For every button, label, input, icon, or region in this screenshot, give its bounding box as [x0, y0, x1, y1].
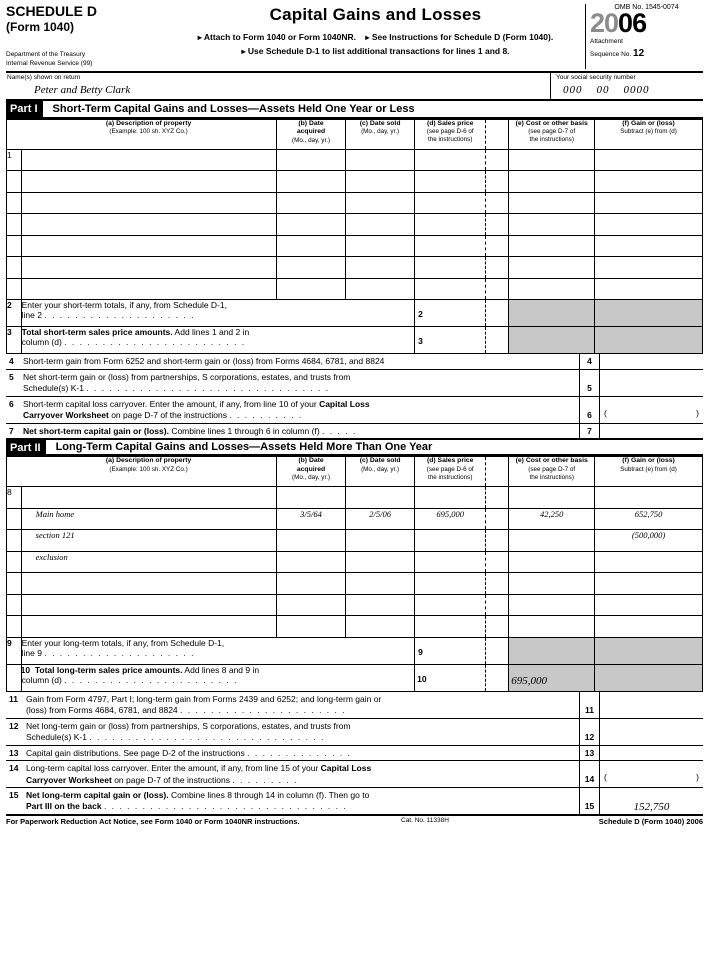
cell-gain[interactable]: (500,000) — [595, 530, 703, 552]
cell-gain[interactable] — [595, 214, 703, 236]
col-e-header: (e) Cost or other basis (see page D-7 of the instructions) — [509, 119, 595, 149]
cell-sold[interactable] — [346, 214, 415, 236]
cell-acquired[interactable]: 3/5/64 — [277, 508, 346, 530]
line-9-box-label-wrap: 9 — [415, 637, 486, 664]
cell-sales-cents[interactable] — [486, 573, 509, 595]
long-term-lines-11-15 — [6, 692, 703, 814]
header-left — [6, 4, 166, 69]
cell-rownum — [7, 594, 22, 616]
cell-cost[interactable] — [509, 257, 595, 279]
line-13-text: Capital gain distributions. See page D-2 of the instructions . . . . . . . . . . . . . . — [26, 747, 352, 758]
line-5-number: 5 — [9, 371, 14, 382]
line-4-text: Short-term gain from Form 6252 and short-term gain or (loss) from Forms 4684, 6781, and 8824 — [23, 356, 385, 367]
line-11-row[interactable] — [6, 692, 703, 719]
line-14-row[interactable] — [6, 761, 703, 788]
part-2-title: Long-Term Capital Gains and Losses—Assets Held More Than One Year — [55, 441, 433, 454]
line-15-number: 15 — [9, 790, 19, 800]
schedule-d1-instruction-row — [166, 46, 585, 56]
line-7-box-label: 7 — [579, 424, 599, 438]
line-8-number: 8 — [7, 487, 22, 509]
cell-sales-cents[interactable] — [486, 530, 509, 552]
cell-rownum — [7, 192, 22, 214]
cell-sales-cents[interactable] — [486, 594, 509, 616]
line-11-number: 11 — [9, 693, 18, 704]
line-9-cents[interactable] — [486, 637, 509, 664]
cell-sales-price[interactable] — [415, 235, 486, 257]
cell-rownum — [7, 551, 22, 573]
cell-description[interactable] — [21, 616, 276, 638]
cell-description[interactable]: Main home — [21, 508, 276, 530]
cell-sold[interactable] — [346, 171, 415, 193]
part-1-title: Short-Term Capital Gains and Losses—Assets Held One Year or Less — [52, 102, 415, 115]
line-11-amount[interactable] — [599, 692, 703, 718]
cell-sales-cents[interactable] — [486, 171, 509, 193]
sequence-label: Sequence No. — [590, 50, 632, 58]
line-7-number: 7 — [9, 425, 14, 436]
cell-gain[interactable]: 652,750 — [595, 508, 703, 530]
cell-sales-price[interactable] — [415, 573, 486, 595]
page-title: Capital Gains and Losses — [269, 5, 482, 24]
line-3-box-label-wrap: 3 — [415, 327, 486, 354]
attach-text-1: Attach to Form 1040 or Form 1040NR. — [203, 32, 356, 42]
short-term-lines-4-7 — [6, 354, 703, 438]
cell-description[interactable] — [21, 235, 276, 257]
long-term-table — [6, 456, 703, 692]
table-row[interactable] — [7, 171, 703, 193]
cell-gain[interactable] — [595, 149, 703, 171]
ssn-separator-1 — [583, 84, 597, 96]
cell-sold[interactable] — [346, 278, 415, 300]
cell-acquired[interactable] — [277, 192, 346, 214]
sequence-number: 12 — [633, 47, 645, 59]
col-f-header: (f) Gain or (loss) Subtract (e) from (d) — [595, 119, 703, 149]
cell-sales-cents[interactable] — [486, 508, 509, 530]
cell-acquired[interactable] — [277, 616, 346, 638]
line-2-text: Enter your short-term totals, if any, from Schedule D-1, line 2 . . . . . . . . . . . . . . . . . . . . — [21, 300, 414, 327]
line-4-row[interactable] — [6, 354, 703, 369]
name-ssn-row — [6, 73, 703, 101]
arrow-icon-2: ▸ — [365, 33, 370, 42]
col-c-header-lt: (c) Date sold (Mo., day, yr.) — [346, 457, 415, 487]
line-11-text: Gain from Form 4797, Part I; long-term gain from Forms 2439 and 6252; and long-term gain or (loss) from Forms 4684, 6781, and 8824 . . . . . . . . . . . . . . . . . . . . . . — [26, 693, 382, 716]
cell-sales-price[interactable] — [415, 214, 486, 236]
cell-sales-cents[interactable] — [486, 214, 509, 236]
col-d-header-lt: (d) Sales price (see page D-6 of the instructions) — [415, 457, 486, 487]
line-5-row[interactable] — [6, 370, 703, 397]
cell-sales-cents[interactable] — [486, 278, 509, 300]
dept-line-1: Department of the Treasury — [6, 51, 86, 59]
cell-sales-price[interactable] — [415, 487, 486, 509]
cell-acquired[interactable] — [277, 257, 346, 279]
line-14-number: 14 — [9, 763, 19, 774]
part-2-bar — [6, 438, 703, 456]
arrow-icon: ▸ — [197, 33, 202, 42]
table-row[interactable] — [7, 594, 703, 616]
cell-acquired[interactable] — [277, 551, 346, 573]
cell-acquired[interactable] — [277, 149, 346, 171]
attach-text-3: Use Schedule D-1 to list additional transactions for lines 1 and 8. — [247, 46, 510, 56]
col-a-header-lt: (a) Description of property (Example: 100 sh. XYZ Co.) — [21, 457, 276, 487]
cell-description[interactable] — [21, 487, 276, 509]
cell-sold[interactable] — [346, 149, 415, 171]
line-10-box-label-wrap: 10 — [415, 664, 486, 691]
line-15-text: Net long-term capital gain or (loss). Combine lines 8 through 14 in column (f). Then go to Part III on the back . . . . . . . . . . . . . . . . . . . . . . . . . . . . . . . . — [26, 790, 370, 812]
cell-sold[interactable] — [346, 551, 415, 573]
cell-cost[interactable] — [509, 278, 595, 300]
cell-description[interactable] — [21, 192, 276, 214]
cell-rownum — [7, 573, 22, 595]
cell-sold[interactable]: 2/5/06 — [346, 508, 415, 530]
cell-sales-cents[interactable] — [486, 551, 509, 573]
part-2-badge: Part II — [6, 440, 46, 454]
short-term-table — [6, 119, 703, 355]
cell-sales-cents[interactable] — [486, 192, 509, 214]
cell-sold[interactable] — [346, 594, 415, 616]
line-10-number — [7, 664, 22, 691]
line-12-box-label: 12 — [579, 719, 599, 745]
table-row[interactable] — [7, 149, 703, 171]
name-field-cell[interactable] — [6, 73, 551, 99]
cell-sales-cents[interactable] — [486, 487, 509, 509]
paren-open: ( — [604, 407, 607, 418]
cell-sales-price[interactable] — [415, 616, 486, 638]
cell-description[interactable] — [21, 149, 276, 171]
cell-cost[interactable] — [509, 192, 595, 214]
col-b-header: (b) Date acquired (Mo., day, yr.) — [277, 119, 346, 149]
line-7-row[interactable] — [6, 424, 703, 438]
dept-line-2: Internal Revenue Service (99) — [6, 60, 93, 68]
cell-description[interactable] — [21, 257, 276, 279]
cell-gain[interactable] — [595, 573, 703, 595]
line-5-text: Net short-term gain or (loss) from partnerships, S corporations, estates, and trusts from Schedule(s) K-1 . . . . . . . . . . . . . . . . . . . . . . . . . . . . . . . . — [23, 371, 351, 394]
line-13-row[interactable] — [6, 746, 703, 761]
line-2-number: 2 — [7, 300, 22, 327]
line-14-text: Long-term capital loss carryover. Enter the amount, if any, from line 15 of your Capital Loss Carryover Worksheet on page D-7 of the instructions . . . . . . . . . — [26, 763, 372, 785]
ssn-field-value — [563, 84, 650, 96]
ssn-part-2: 00 — [596, 83, 610, 96]
col-d-cents — [486, 119, 509, 149]
cell-acquired[interactable] — [277, 487, 346, 509]
line-12-amount[interactable] — [599, 719, 703, 745]
cell-description[interactable] — [21, 594, 276, 616]
tax-year-prefix: 20 — [590, 8, 619, 38]
cell-sold[interactable] — [346, 616, 415, 638]
line-15-row[interactable] — [6, 788, 703, 814]
cell-gain[interactable] — [595, 616, 703, 638]
short-term-column-headers — [7, 119, 703, 149]
table-row[interactable] — [7, 235, 703, 257]
table-row[interactable] — [7, 616, 703, 638]
cell-cost[interactable] — [509, 235, 595, 257]
line-3-number: 3 — [7, 327, 22, 354]
table-row[interactable] — [7, 257, 703, 279]
line-2-box-label-wrap: 2 — [415, 300, 486, 327]
table-row[interactable] — [7, 487, 703, 509]
cell-sold[interactable] — [346, 257, 415, 279]
omb-number: OMB No. 1545-0074 — [614, 4, 679, 11]
cell-gain[interactable] — [595, 257, 703, 279]
cell-rownum — [7, 235, 22, 257]
cell-sales-price[interactable] — [415, 171, 486, 193]
cell-description[interactable] — [21, 573, 276, 595]
arrow-icon-3: ▸ — [241, 47, 246, 56]
line-3-shaded-f — [595, 327, 703, 354]
table-row[interactable] — [7, 508, 703, 530]
line-4-number: 4 — [9, 356, 14, 367]
cell-description[interactable]: section 121 — [21, 530, 276, 552]
line-14-box-label: 14 — [579, 761, 599, 787]
table-row[interactable] — [7, 192, 703, 214]
line-10-cents[interactable] — [486, 664, 509, 691]
cell-cost[interactable] — [509, 214, 595, 236]
cell-sales-price[interactable] — [415, 530, 486, 552]
cell-cost[interactable] — [509, 487, 595, 509]
cell-rownum — [7, 171, 22, 193]
cell-cost[interactable] — [509, 573, 595, 595]
line-4-box-label: 4 — [579, 354, 599, 368]
cell-acquired[interactable] — [277, 278, 346, 300]
cell-sales-cents[interactable] — [486, 616, 509, 638]
line-3-row[interactable] — [7, 327, 703, 354]
line-9-shaded-f — [595, 637, 703, 664]
line-11-box-label: 11 — [579, 692, 599, 718]
cell-sales-cents[interactable] — [486, 149, 509, 171]
cell-cost[interactable] — [509, 171, 595, 193]
tax-year-suffix: 06 — [618, 8, 647, 38]
part-1-bar — [6, 101, 703, 119]
paren-open: ( — [604, 772, 607, 783]
cell-acquired[interactable] — [277, 573, 346, 595]
line-6-number: 6 — [9, 398, 14, 409]
form-header — [6, 4, 703, 73]
cell-gain[interactable] — [595, 551, 703, 573]
attach-instruction-row — [166, 32, 585, 42]
cell-rownum — [7, 214, 22, 236]
form-footer — [6, 814, 703, 826]
attachment-sequence — [590, 38, 703, 60]
cell-acquired[interactable] — [277, 214, 346, 236]
cell-gain[interactable] — [595, 487, 703, 509]
cell-description[interactable]: exclusion — [21, 551, 276, 573]
cell-sold[interactable] — [346, 235, 415, 257]
cell-description[interactable] — [21, 278, 276, 300]
cell-acquired[interactable] — [277, 235, 346, 257]
line-4-amount[interactable] — [599, 354, 703, 368]
cell-sales-price[interactable]: 695,000 — [415, 508, 486, 530]
line-9-shaded-e — [509, 637, 595, 664]
line-3-text: Total short-term sales price amounts. Add lines 1 and 2 in column (d) . . . . . . . . . . . . . . . . . . . . . . . . — [21, 327, 414, 354]
line-1-number: 1 — [7, 149, 22, 171]
attach-text-2: See Instructions for Schedule D (Form 1040). — [371, 32, 554, 42]
cell-sold[interactable] — [346, 530, 415, 552]
line-10-text: 10 Total long-term sales price amounts. Add lines 8 and 9 in column (d) . . . . . . . . . . . . . . . . . . . . . . . — [21, 664, 414, 691]
table-row[interactable] — [7, 573, 703, 595]
ssn-separator-2 — [610, 84, 624, 96]
cell-sales-price[interactable] — [415, 257, 486, 279]
cell-sold[interactable] — [346, 573, 415, 595]
form-footer-title: Schedule D (Form 1040) 2006 — [598, 816, 703, 826]
part-1-badge: Part I — [6, 101, 43, 117]
line-13-number: 13 — [9, 747, 19, 758]
ssn-part-1: 000 — [563, 83, 583, 96]
cell-gain[interactable] — [595, 171, 703, 193]
cell-gain[interactable] — [595, 235, 703, 257]
line-2-shaded-e — [509, 300, 595, 327]
cell-cost[interactable] — [509, 149, 595, 171]
line-13-box-label: 13 — [579, 746, 599, 760]
line-9-text: Enter your long-term totals, if any, from Schedule D-1, line 9 . . . . . . . . . . . . . . . . . . . . — [21, 637, 414, 664]
cell-cost[interactable] — [509, 530, 595, 552]
cell-description[interactable] — [21, 171, 276, 193]
schedule-label: SCHEDULE D — [6, 3, 98, 19]
header-center — [166, 4, 585, 69]
line-10-shaded-e: 695,000 — [509, 664, 595, 691]
cell-rownum — [7, 616, 22, 638]
paren-close: ) — [696, 772, 699, 783]
name-field-label: Name(s) shown on return — [7, 73, 81, 81]
line-6-amount[interactable] — [599, 397, 703, 423]
ssn-field-cell[interactable] — [551, 73, 703, 99]
line-2-shaded-f — [595, 300, 703, 327]
table-row[interactable] — [7, 551, 703, 573]
cell-sales-cents[interactable] — [486, 257, 509, 279]
cell-cost[interactable] — [509, 616, 595, 638]
cell-gain[interactable] — [595, 594, 703, 616]
line-10-row[interactable] — [7, 664, 703, 691]
line-12-text: Net long-term gain or (loss) from partnerships, S corporations, estates, and trusts from Schedule(s) K-1 . . . . . . . . . . . . . . . . . . . . . . . . . . . . . . . — [26, 720, 351, 743]
cell-acquired[interactable] — [277, 171, 346, 193]
line-6-row[interactable] — [6, 397, 703, 424]
line-5-amount[interactable] — [599, 370, 703, 396]
line-6-box-label: 6 — [579, 397, 599, 423]
col-f-header-lt: (f) Gain or (loss) Subtract (e) from (d) — [595, 457, 703, 487]
line-12-number: 12 — [9, 720, 19, 731]
cell-rownum — [7, 508, 22, 530]
attachment-label: Attachment — [590, 38, 623, 45]
col-c-header: (c) Date sold (Mo., day, yr.) — [346, 119, 415, 149]
line-5-box-label: 5 — [579, 370, 599, 396]
line-12-row[interactable] — [6, 719, 703, 746]
line-15-box-label: 15 — [579, 788, 599, 814]
cell-gain[interactable] — [595, 192, 703, 214]
line-9-number: 9 — [7, 637, 22, 664]
long-term-column-headers — [7, 457, 703, 487]
cell-acquired[interactable] — [277, 594, 346, 616]
line-2-row[interactable] — [7, 300, 703, 327]
cell-rownum — [7, 278, 22, 300]
col-a-header: (a) Description of property (Example: 100 sh. XYZ Co.) — [21, 119, 276, 149]
cell-gain[interactable] — [595, 278, 703, 300]
header-right — [585, 4, 703, 69]
cell-description[interactable] — [21, 214, 276, 236]
form-label: (Form 1040) — [6, 19, 75, 34]
department-block — [6, 50, 166, 69]
cell-sold[interactable] — [346, 487, 415, 509]
col-e-header-lt: (e) Cost or other basis (see page D-7 of the instructions) — [509, 457, 595, 487]
cell-sales-price[interactable] — [415, 594, 486, 616]
cell-cost[interactable] — [509, 551, 595, 573]
cell-sales-price[interactable] — [415, 192, 486, 214]
line-2-cents[interactable] — [486, 300, 509, 327]
line-10-shaded-f — [595, 664, 703, 691]
cell-cost[interactable]: 42,250 — [509, 508, 595, 530]
table-row[interactable] — [7, 530, 703, 552]
cell-cost[interactable] — [509, 594, 595, 616]
cell-acquired[interactable] — [277, 530, 346, 552]
catalog-number: Cat. No. 11338H — [401, 816, 449, 824]
line-3-cents[interactable] — [486, 327, 509, 354]
tax-year — [590, 10, 703, 37]
table-row[interactable] — [7, 278, 703, 300]
ssn-field-label: Your social security number — [556, 73, 636, 81]
cell-sales-cents[interactable] — [486, 235, 509, 257]
cell-rownum — [7, 257, 22, 279]
cell-sales-price[interactable] — [415, 149, 486, 171]
cell-sales-price[interactable] — [415, 551, 486, 573]
paperwork-notice: For Paperwork Reduction Act Notice, see Form 1040 or Form 1040NR instructions. — [6, 816, 300, 826]
ssn-part-3: 0000 — [623, 83, 650, 96]
cell-sales-price[interactable] — [415, 278, 486, 300]
paren-close: ) — [696, 407, 699, 418]
line-7-text: Net short-term capital gain or (loss). Combine lines 1 through 6 in column (f) . . . . . — [23, 425, 357, 436]
line-6-text: Short-term capital loss carryover. Enter the amount, if any, from line 10 of your Capital Loss Carryover Worksheet on page D-7 of the instructions . . . . . . . . . . — [23, 398, 370, 421]
line-3-shaded-e — [509, 327, 595, 354]
name-field-value: Peter and Betty Clark — [34, 83, 131, 96]
col-d-cents-lt — [486, 457, 509, 487]
col-d-header: (d) Sales price (see page D-6 of the instructions) — [415, 119, 486, 149]
cell-sold[interactable] — [346, 192, 415, 214]
cell-rownum — [7, 530, 22, 552]
line-7-amount[interactable] — [599, 424, 703, 438]
col-b-header-lt: (b) Date acquired (Mo., day, yr.) — [277, 457, 346, 487]
line-14-amount[interactable] — [599, 761, 703, 787]
line-13-amount[interactable] — [599, 746, 703, 760]
table-row[interactable] — [7, 214, 703, 236]
line-9-row[interactable] — [7, 637, 703, 664]
line-15-amount[interactable]: 152,750 — [599, 788, 703, 814]
